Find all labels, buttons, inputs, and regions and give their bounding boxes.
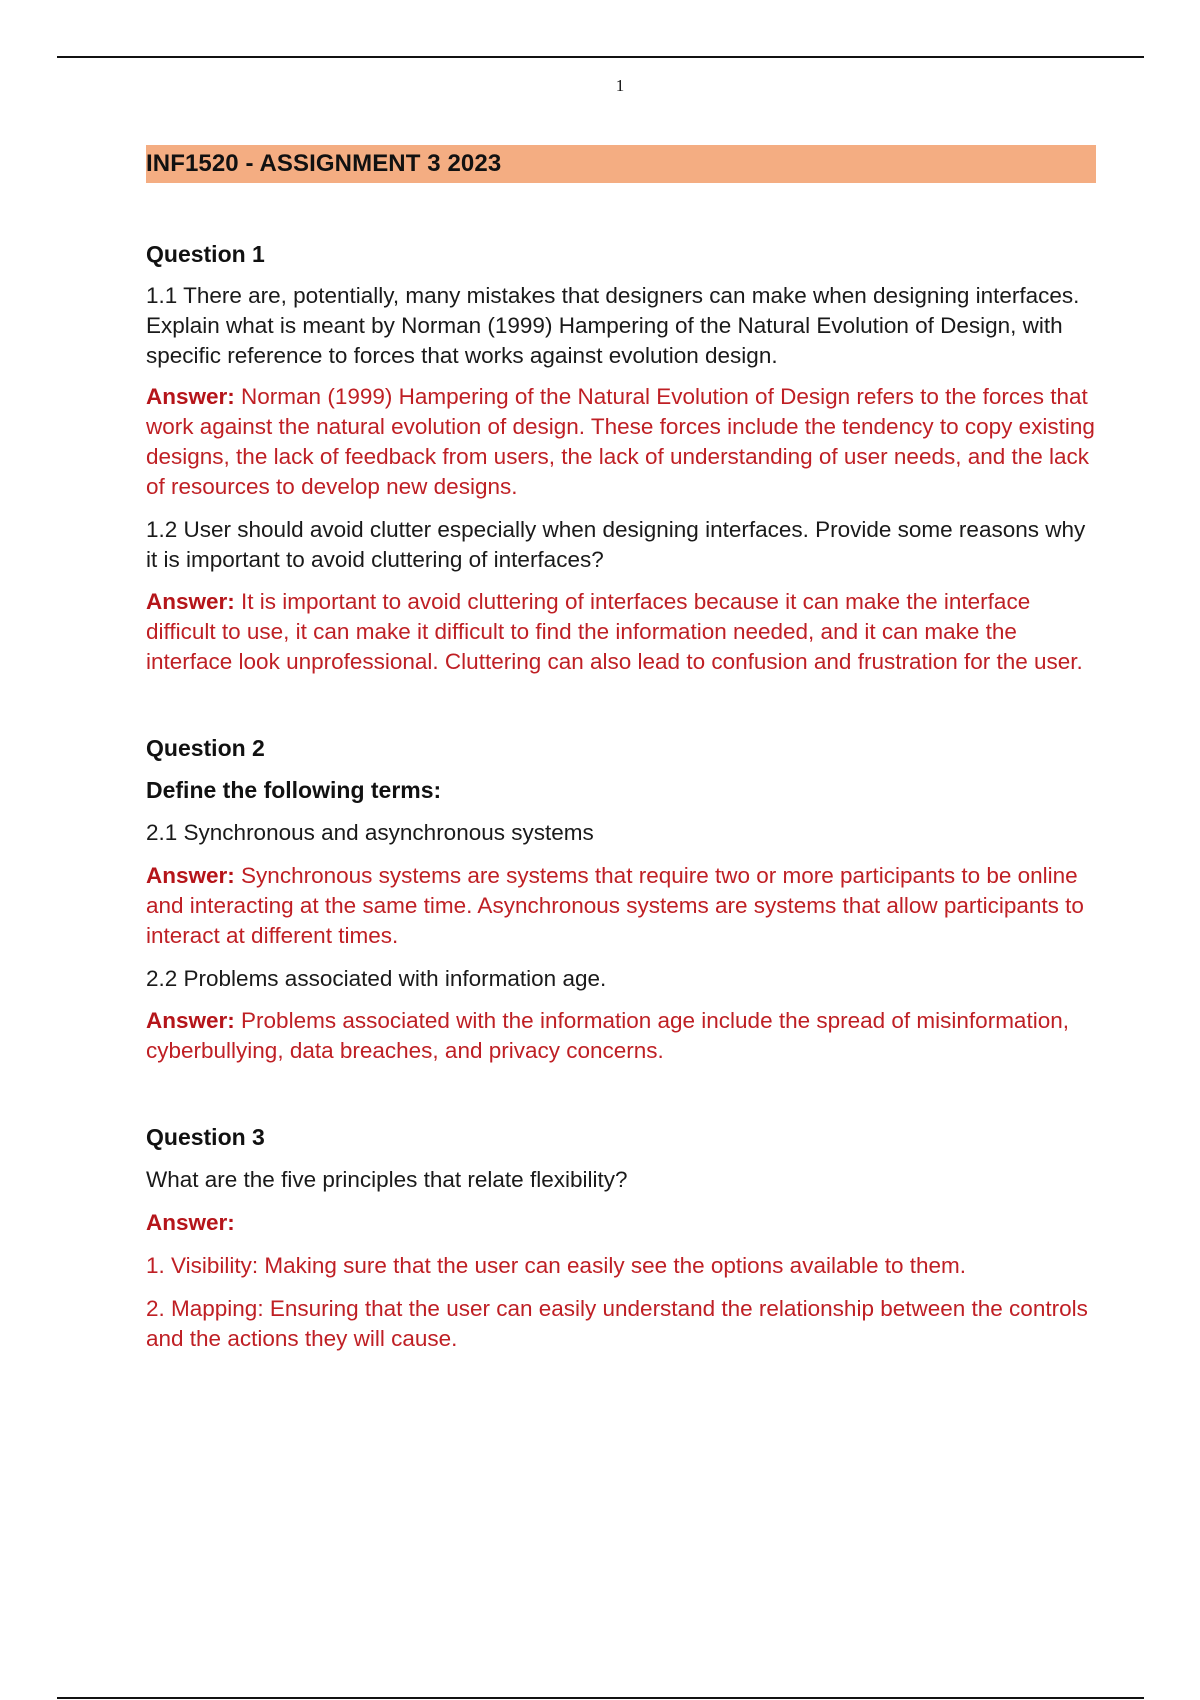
answer-2-1 [146,861,1096,951]
question-2-subheading: Define the following terms: [146,777,442,803]
answer-2-2 [146,1006,1096,1066]
question-3-text: What are the five principles that relate flexibility? [146,1167,628,1192]
question-1-2-text: 1.2 User should avoid clutter especially when designing interfaces. Provide some reasons why it is important to avoid cluttering of interfaces? [146,517,1086,572]
answer-3-item-1: 1. Visibility: Making sure that the user can easily see the options available to them. [146,1253,967,1278]
answer-label: Answer: [146,384,235,409]
question-2-1-text: 2.1 Synchronous and asynchronous systems [146,820,594,845]
answer-label: Answer: [146,1008,235,1033]
document-title: INF1520 - ASSIGNMENT 3 2023 [146,145,1096,183]
answer-1-2 [146,587,1096,677]
answer-1-1-text: Norman (1999) Hampering of the Natural Evolution of Design refers to the forces that work against the natural evolution of design. These forces include the tendency to copy existing designs, the lack of feedback from users, the lack of understanding of user needs, and the lack of resources to develop new designs. [146,384,1095,499]
answer-1-1 [146,382,1096,502]
answer-label: Answer: [146,863,235,888]
answer-label: Answer: [146,1210,235,1235]
answer-2-2-text: Problems associated with the information age include the spread of misinformation, cyberbullying, data breaches, and privacy concerns. [146,1008,1069,1063]
footer-rule [57,1697,1144,1699]
question-3-heading: Question 3 [146,1124,265,1150]
answer-1-2-text: It is important to avoid cluttering of interfaces because it can make the interface difficult to use, it can make it difficult to find the information needed, and it can make the interface look unprofessional. Cluttering can also lead to confusion and frustration for the user. [146,589,1083,674]
answer-label: Answer: [146,589,235,614]
question-1-1-text: 1.1 There are, potentially, many mistakes that designers can make when designing interfaces. Explain what is meant by Norman (1999) Hampering of the Natural Evolution of Design, with specific reference to forces that works against evolution design. [146,283,1080,368]
answer-2-1-text: Synchronous systems are systems that require two or more participants to be online and interacting at the same time. Asynchronous systems are systems that allow participants to interact at different times. [146,863,1084,948]
question-1-heading: Question 1 [146,241,265,267]
document-body [146,145,1096,1354]
page-number: 1 [615,76,625,95]
answer-3 [146,1208,1096,1238]
answer-3-item-2: 2. Mapping: Ensuring that the user can easily understand the relationship between the controls and the actions they will cause. [146,1296,1088,1351]
question-2-heading: Question 2 [146,735,265,761]
header-rule [57,56,1144,58]
question-2-2-text: 2.2 Problems associated with information age. [146,966,607,991]
